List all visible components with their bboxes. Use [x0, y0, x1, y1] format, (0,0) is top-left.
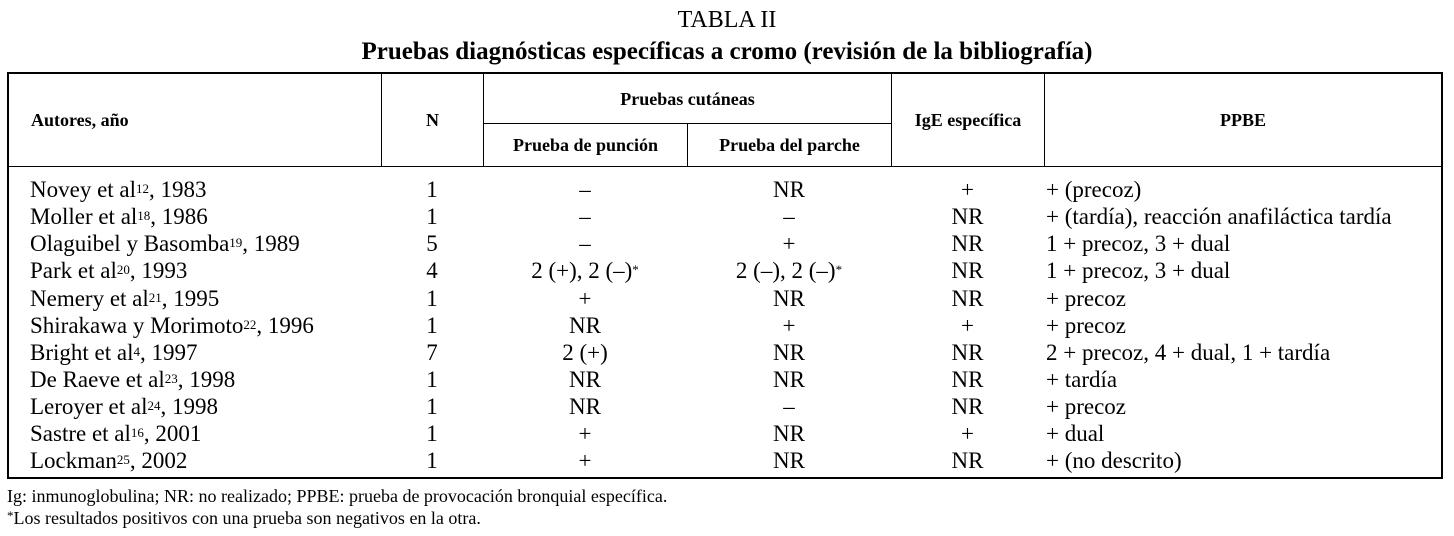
author-cell: Shirakawa y Morimoto$^{22}$, 1996 — [30, 313, 314, 338]
table-label: TABLA II — [677, 7, 777, 33]
table-row — [7, 366, 1443, 393]
prick-cell: + — [578, 448, 592, 473]
n-cell: 7 — [426, 340, 438, 365]
prick-cell: 2 (+) — [562, 340, 608, 365]
prick-cell: + — [578, 421, 592, 446]
table-row — [7, 285, 1443, 312]
header-ige: IgE específica — [914, 110, 1022, 130]
ige-cell: + — [961, 177, 974, 202]
footnote-asterisk — [7, 507, 481, 529]
header-authors: Autores, año — [31, 110, 129, 130]
n-cell: 1 — [426, 286, 438, 311]
ppbe-cell: + (no descrito) — [1046, 448, 1182, 473]
prick-cell: NR — [569, 394, 601, 419]
author-cell: Olaguibel y Basomba$^{19}$, 1989 — [30, 231, 300, 256]
ige-cell: NR — [951, 258, 984, 283]
footnote-abbreviations: Ig: inmunoglobulina; NR: no realizado; PPBE: prueba de provocación bronquial específica. — [7, 486, 668, 506]
patch-cell: + — [782, 231, 796, 256]
prick-cell: – — [579, 231, 591, 256]
n-cell: 1 — [426, 313, 438, 338]
table-row — [7, 447, 1443, 474]
n-cell: 1 — [426, 177, 438, 202]
n-cell: 5 — [426, 231, 438, 256]
ige-cell: NR — [951, 231, 984, 256]
prick-cell: NR — [569, 367, 601, 392]
ppbe-cell: + tardía — [1046, 367, 1118, 392]
header-ppbe: PPBE — [1219, 110, 1266, 130]
ige-cell: + — [961, 313, 974, 338]
patch-cell: NR — [773, 421, 805, 446]
n-cell: 1 — [426, 367, 438, 392]
ppbe-cell: + precoz — [1046, 286, 1127, 311]
author-cell: Moller et $al^{18}$, 1986 — [30, 204, 208, 229]
author-cell: Park et $al^{20}$, 1993 — [30, 258, 188, 283]
author-cell: De Raeve et $al^{23}$, 1998 — [30, 367, 236, 392]
ppbe-cell: + (tardía), reacción anafiláctica tardía — [1046, 204, 1392, 229]
n-cell: 1 — [426, 448, 438, 473]
footnote-asterisk-mark: * — [7, 508, 14, 523]
header-skin-tests: Pruebas cutáneas — [620, 88, 755, 109]
prick-cell: 2 (+), 2 (–)* — [531, 258, 639, 283]
table-row — [7, 203, 1443, 230]
ige-cell: NR — [951, 204, 984, 229]
table-title: Pruebas diagnósticas específicas a cromo (revisión de la bibliografía) — [361, 38, 1093, 65]
prick-cell: + — [578, 286, 592, 311]
patch-cell: 2 (–), 2 (–)* — [735, 258, 843, 283]
table-row — [7, 339, 1443, 366]
header-n: N — [426, 110, 439, 130]
patch-cell: NR — [773, 286, 805, 311]
ige-cell: NR — [951, 286, 984, 311]
patch-cell: NR — [773, 340, 805, 365]
header-prick: Prueba de punción — [512, 135, 659, 155]
patch-cell: NR — [773, 177, 805, 202]
n-cell: 4 — [426, 258, 438, 283]
author-cell: Leroyer et $al^{24}$, 1998 — [30, 394, 218, 419]
ige-cell: NR — [951, 448, 984, 473]
patch-cell: – — [783, 204, 795, 229]
author-cell: Nemery et $al^{21}$, 1995 — [30, 286, 220, 311]
ppbe-cell: + (precoz) — [1046, 177, 1142, 202]
ppbe-cell: + dual — [1046, 421, 1105, 446]
table-row — [7, 420, 1443, 447]
author-cell: Bright et $al^4$, 1997 — [30, 340, 198, 365]
table-row — [7, 230, 1443, 257]
ige-cell: + — [961, 421, 974, 446]
n-cell: 1 — [426, 394, 438, 419]
author-cell: Sastre et $al^{16}$, 2001 — [30, 421, 202, 446]
author-cell: Novey et $al^{12}$, 1983 — [30, 177, 207, 202]
table-row — [7, 176, 1443, 203]
n-cell: 1 — [426, 421, 438, 446]
table-row — [7, 312, 1443, 339]
table-row — [7, 393, 1443, 420]
header-bottom-rule — [9, 166, 1441, 167]
ppbe-cell: + precoz — [1046, 394, 1127, 419]
prick-cell: – — [579, 177, 591, 202]
ige-cell: NR — [951, 394, 984, 419]
footnote-asterisk-text: Los resultados positivos con una prueba son negativos en la otra. — [13, 508, 481, 528]
patch-cell: NR — [773, 448, 805, 473]
ppbe-cell: 1 + precoz, 3 + dual — [1046, 231, 1231, 256]
ppbe-cell: 1 + precoz, 3 + dual — [1046, 258, 1231, 283]
ige-cell: NR — [951, 340, 984, 365]
ppbe-cell: + precoz — [1046, 313, 1127, 338]
author-cell: Lockman$^{25}$, 2002 — [30, 448, 188, 473]
patch-cell: + — [782, 313, 796, 338]
n-cell: 1 — [426, 204, 438, 229]
header-patch: Prueba del parche — [719, 135, 860, 155]
ppbe-cell: 2 + precoz, 4 + dual, 1 + tardía — [1046, 340, 1331, 365]
table-row — [7, 257, 1443, 284]
prick-cell: NR — [569, 313, 601, 338]
ige-cell: NR — [951, 367, 984, 392]
patch-cell: NR — [773, 367, 805, 392]
prick-cell: – — [579, 204, 591, 229]
patch-cell: – — [783, 394, 795, 419]
